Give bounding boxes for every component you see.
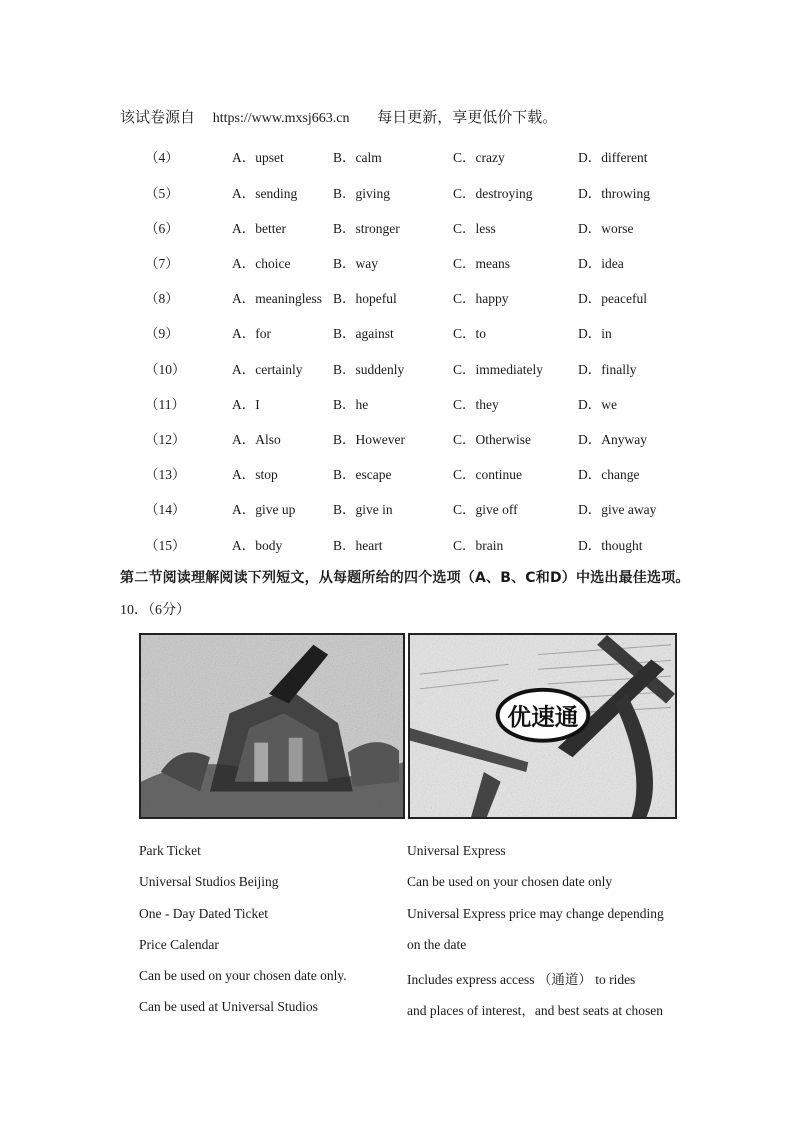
header-prefix: 该试卷源自 — [120, 110, 196, 126]
express-line: Universal Express — [407, 843, 506, 858]
option-row — [0, 463, 794, 487]
express-sign-photo — [408, 633, 677, 819]
park-ticket-line: Can be used on your chosen date only. — [139, 968, 347, 983]
source-url-link[interactable]: https://www.mxsj663.cn — [212, 111, 350, 126]
question-number: （15） — [145, 538, 186, 553]
question-number: （10） — [145, 362, 186, 377]
option-a[interactable]: A．meaningless — [232, 291, 322, 306]
park-ticket-line: One - Day Dated Ticket — [139, 906, 268, 921]
option-c[interactable]: C．destroying — [453, 186, 533, 201]
question-number: （9） — [145, 326, 179, 341]
option-d[interactable]: D．in — [578, 326, 612, 341]
option-c[interactable]: C．less — [453, 221, 496, 236]
option-a[interactable]: A．better — [232, 221, 286, 236]
option-c[interactable]: C．happy — [453, 291, 509, 306]
option-row — [0, 358, 794, 382]
option-c[interactable]: C．Otherwise — [453, 432, 531, 447]
option-c[interactable]: C．immediately — [453, 362, 543, 377]
option-row — [0, 534, 794, 558]
option-b[interactable]: B．way — [333, 256, 378, 271]
option-d[interactable]: D．idea — [578, 256, 624, 271]
option-b[interactable]: B．against — [333, 326, 394, 341]
express-line: on the date — [407, 937, 467, 952]
option-c[interactable]: C．means — [453, 256, 510, 271]
option-c[interactable]: C．crazy — [453, 150, 505, 165]
option-b[interactable]: B．escape — [333, 467, 392, 482]
option-c[interactable]: C．brain — [453, 538, 504, 553]
source-header — [120, 106, 557, 127]
option-c[interactable]: C．continue — [453, 467, 522, 482]
question-number: （12） — [145, 432, 186, 447]
park-ticket-line: Park Ticket — [139, 843, 201, 858]
question-number: （14） — [145, 502, 186, 517]
option-c[interactable]: C．to — [453, 326, 487, 341]
option-b[interactable]: B．giving — [333, 186, 391, 201]
option-d[interactable]: D．change — [578, 467, 640, 482]
express-line: Universal Express price may change depending — [407, 906, 664, 921]
option-d[interactable]: D．Anyway — [578, 432, 647, 447]
express-line: Can be used on your chosen date only — [407, 874, 613, 889]
option-a[interactable]: A．Also — [232, 432, 281, 447]
option-b[interactable]: B．calm — [333, 150, 382, 165]
option-d[interactable]: D．give away — [578, 502, 657, 517]
express-line: Includes express access （通道） to rides — [407, 972, 636, 987]
option-row — [0, 182, 794, 206]
express-line: and places of interest，and best seats at chosen — [407, 1003, 664, 1018]
option-a[interactable]: A．for — [232, 326, 271, 341]
option-row — [0, 146, 794, 170]
header-suffix: 每日更新，享更低价下载。 — [377, 110, 558, 126]
option-a[interactable]: A．sending — [232, 186, 298, 201]
question-number: （4） — [145, 150, 179, 165]
option-b[interactable]: B．he — [333, 397, 369, 412]
question-number: （5） — [145, 186, 179, 201]
option-b[interactable]: B．heart — [333, 538, 383, 553]
option-row — [0, 322, 794, 346]
option-a[interactable]: A．upset — [232, 150, 284, 165]
option-row — [0, 217, 794, 241]
option-b[interactable]: B．give in — [333, 502, 393, 517]
question-number: （13） — [145, 467, 186, 482]
option-d[interactable]: D．throwing — [578, 186, 650, 201]
option-d[interactable]: D．peaceful — [578, 291, 647, 306]
question-number: （7） — [145, 256, 179, 271]
park-ticket-line: Can be used at Universal Studios — [139, 999, 318, 1014]
option-a[interactable]: A．I — [232, 397, 260, 412]
option-a[interactable]: A．body — [232, 538, 283, 553]
park-ticket-line: Price Calendar — [139, 937, 219, 952]
option-b[interactable]: B．However — [333, 432, 405, 447]
option-a[interactable]: A．give up — [232, 502, 296, 517]
option-d[interactable]: D．finally — [578, 362, 637, 377]
option-d[interactable]: D．we — [578, 397, 617, 412]
question-number: （8） — [145, 291, 179, 306]
option-row — [0, 252, 794, 276]
option-row — [0, 287, 794, 311]
question-label: 10．（6分） — [120, 603, 190, 618]
option-c[interactable]: C．give off — [453, 502, 518, 517]
option-a[interactable]: A．stop — [232, 467, 278, 482]
option-d[interactable]: D．different — [578, 150, 648, 165]
option-row — [0, 428, 794, 452]
option-row — [0, 393, 794, 417]
option-c[interactable]: C．they — [453, 397, 499, 412]
sign-text: 优速通 — [507, 703, 579, 732]
section-title: 第二节阅读理解阅读下列短文，从每题所给的四个选项（A、B、C和D）中选出最佳选项。 — [120, 570, 690, 586]
option-b[interactable]: B．hopeful — [333, 291, 397, 306]
option-d[interactable]: D．thought — [578, 538, 643, 553]
option-row — [0, 498, 794, 522]
option-d[interactable]: D．worse — [578, 221, 634, 236]
option-a[interactable]: A．choice — [232, 256, 291, 271]
park-entrance-photo — [139, 633, 405, 819]
question-number: （6） — [145, 221, 179, 236]
option-b[interactable]: B．stronger — [333, 221, 400, 236]
option-a[interactable]: A．certainly — [232, 362, 303, 377]
question-number: （11） — [145, 397, 185, 412]
option-b[interactable]: B．suddenly — [333, 362, 405, 377]
park-ticket-line: Universal Studios Beijing — [139, 874, 279, 889]
